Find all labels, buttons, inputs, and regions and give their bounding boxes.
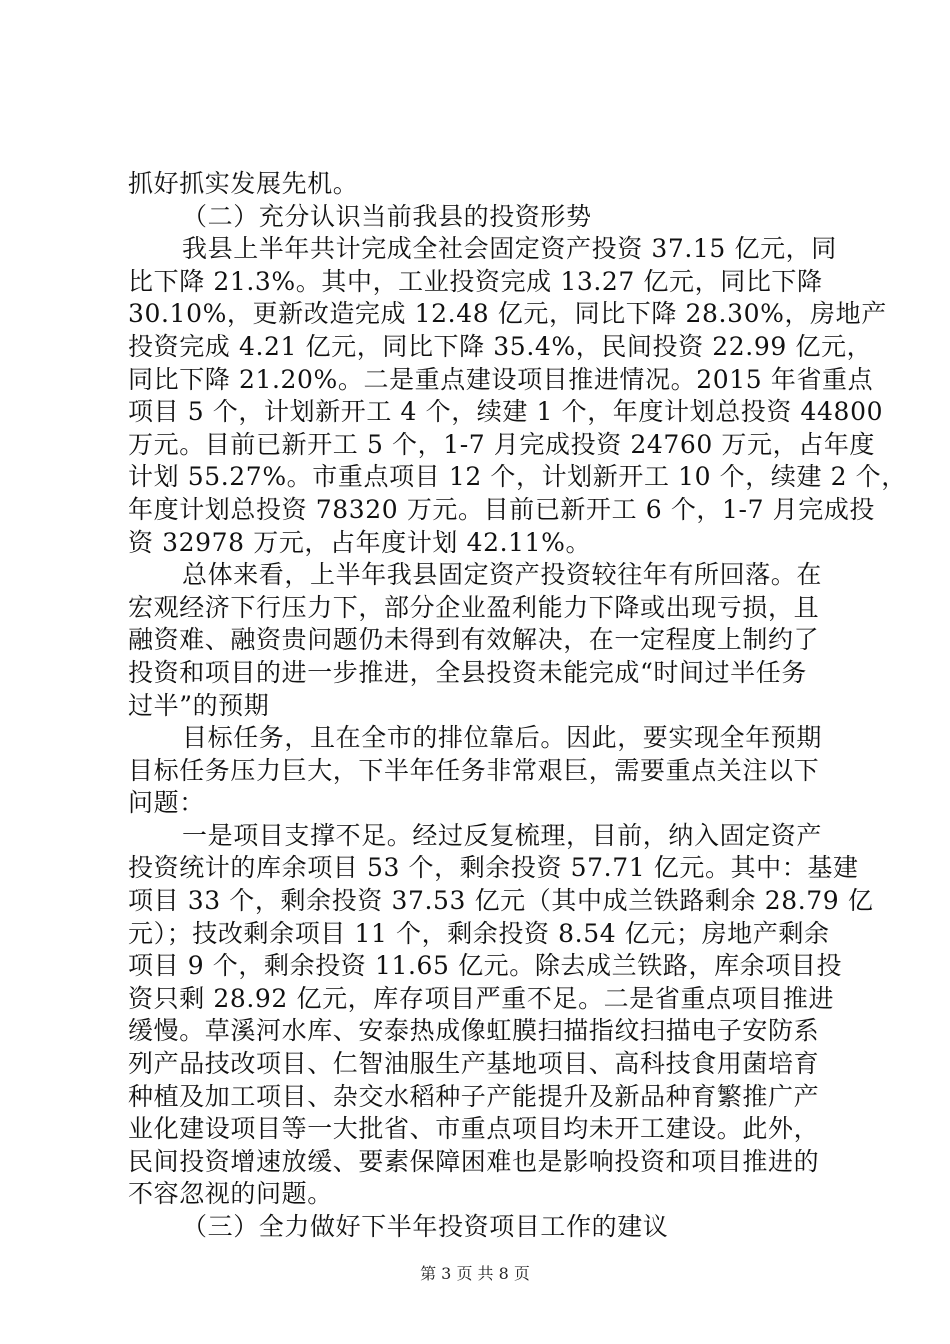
text-line: 过半”的预期 (128, 690, 270, 720)
text-line: 我县上半年共计完成全社会固定资产投资 37.15 亿元，同 (182, 234, 837, 264)
text-line: 比下降 21.3%。其中，工业投资完成 13.27 亿元，同比下降 (128, 266, 823, 296)
text-line: 投资完成 4.21 亿元，同比下降 35.4%，民间投资 22.99 亿元， (128, 331, 873, 361)
text-line: 投资统计的库余项目 53 个，剩余投资 57.71 亿元。其中：基建 (128, 853, 859, 883)
text-line: 缓慢。草溪河水库、安泰热成像虹膜扫描指纹扫描电子安防系 (128, 1016, 820, 1046)
page-footer: 第 3 页 共 8 页 (420, 1264, 530, 1283)
text-line: （二）充分认识当前我县的投资形势 (182, 201, 592, 231)
text-line: 目标任务压力巨大，下半年任务非常艰巨，需要重点关注以下 (128, 755, 820, 785)
text-line: 问题： (128, 788, 205, 818)
text-line: 一是项目支撑不足。经过反复梳理，目前，纳入固定资产 (182, 820, 823, 850)
text-line: 业化建设项目等一大批省、市重点项目均未开工建设。此外， (128, 1114, 820, 1144)
text-line: 种植及加工项目、杂交水稻种子产能提升及新品种育繁推广产 (128, 1081, 820, 1111)
text-line: 总体来看，上半年我县固定资产投资较往年有所回落。在 (182, 560, 823, 590)
text-line: 计划 55.27%。市重点项目 12 个，计划新开工 10 个，续建 2 个， (128, 462, 907, 492)
text-line: 列产品技改项目、仁智油服生产基地项目、高科技食用菌培育 (128, 1049, 820, 1079)
text-line: 同比下降 21.20%。二是重点建设项目推进情况。2015 年省重点 (128, 364, 874, 394)
text-line: 万元。目前已新开工 5 个，1-7 月完成投资 24760 万元，占年度 (128, 429, 876, 459)
text-line: 资 32978 万元，占年度计划 42.11%。 (128, 527, 592, 557)
text-line: 30.10%，更新改造完成 12.48 亿元，同比下降 28.30%，房地产 (128, 299, 887, 329)
text-line: 民间投资增速放缓、要素保障困难也是影响投资和项目推进的 (128, 1146, 820, 1176)
text-line: 年度计划总投资 78320 万元。目前已新开工 6 个，1-7 月完成投 (128, 494, 876, 524)
text-line: 资只剩 28.92 亿元，库存项目严重不足。二是省重点项目推进 (128, 983, 835, 1013)
text-line: 目标任务，且在全市的排位靠后。因此，要实现全年预期 (182, 723, 823, 753)
text-line: 投资和项目的进一步推进，全县投资未能完成“时间过半任务 (128, 657, 807, 687)
text-line: 抓好抓实发展先机。 (128, 169, 359, 198)
text-line: 宏观经济下行压力下，部分企业盈利能力下降或出现亏损，且 (128, 592, 820, 622)
text-line: 融资难、融资贵问题仍未得到有效解决，在一定程度上制约了 (128, 625, 820, 655)
document-body (128, 168, 907, 1244)
text-line: 元）；技改剩余项目 11 个，剩余投资 8.54 亿元；房地产剩余 (128, 918, 830, 948)
text-line: 项目 33 个，剩余投资 37.53 亿元（其中成兰铁路剩余 28.79 亿 (128, 886, 874, 916)
text-line: 项目 9 个，剩余投资 11.65 亿元。除去成兰铁路，库余项目投 (128, 951, 843, 981)
text-line: （三）全力做好下半年投资项目工作的建议 (182, 1212, 669, 1241)
text-line: 不容忽视的问题。 (128, 1179, 333, 1209)
text-line: 项目 5 个，计划新开工 4 个，续建 1 个，年度计划总投资 44800 (128, 397, 884, 427)
